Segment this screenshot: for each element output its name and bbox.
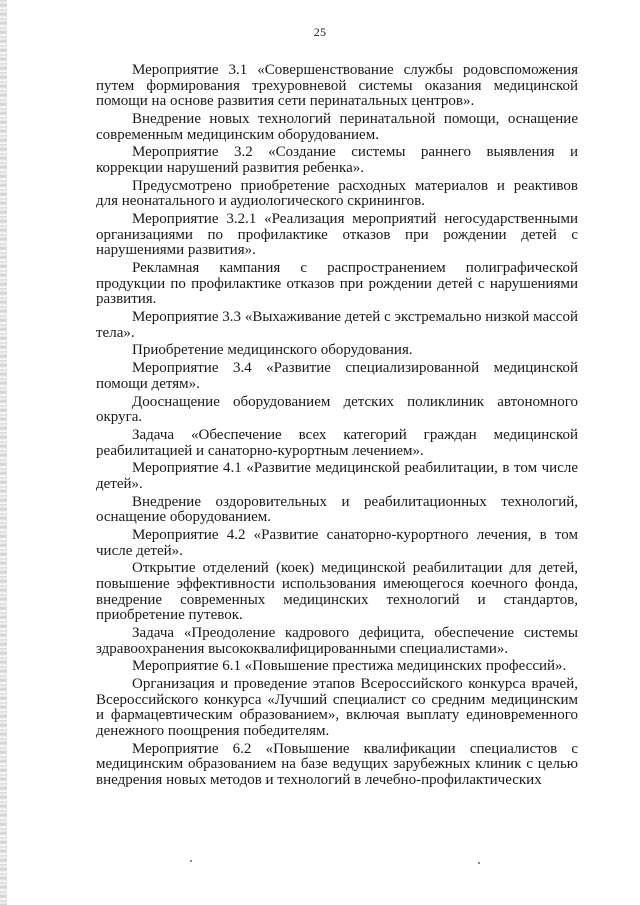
paragraph-measure-3-2-1: Мероприятие 3.2.1 «Реализация мероприятий негосударственными организациями по профилактике отказов при рождении детей с нарушениями развития».: [96, 211, 578, 259]
paragraph-perinatal-tech: Внедрение новых технологий перинатальной помощи, оснащение современным медицинским оборудованием.: [96, 110, 578, 143]
paragraph-task-staffing: Задача «Преодоление кадрового дефицита, обеспечение системы здравоохранения высококвалифицированными специалистами».: [96, 625, 578, 657]
paragraph-measure-3-1: Мероприятие 3.1 «Совершенствование службы родовспоможения путем формирования трехуровневой системы оказания медицинской помощи на основе развития сети перинатальных центров».: [96, 62, 578, 110]
scan-speck: [478, 862, 480, 864]
paragraph-equipment-purchase: Приобретение медицинского оборудования.: [132, 342, 413, 359]
paragraph-measure-3-3: Мероприятие 3.3 «Выхаживание детей с экстремально низкой массой тела».: [96, 309, 578, 341]
paragraph-contest: Организация и проведение этапов Всероссийского конкурса врачей, Всероссийского конкурса «Лучший специалист со средним медицинским и фармацевтическим образованием», включая выплату единовременного денежного поощрения победителям.: [96, 676, 578, 739]
paragraph-screening-materials: Предусмотрено приобретение расходных материалов и реактивов для неонатального и аудиологического скринингов.: [96, 177, 578, 210]
paragraph-rehab-departments: Открытие отделений (коек) медицинской реабилитации для детей, повышение эффективности использования имеющегося коечного фонда, внедрение современных медицинских технологий и стандартов, приобретение путевок.: [96, 560, 578, 624]
paragraph-ad-campaign: Рекламная кампания с распространением полиграфической продукции по профилактике отказов при рождении детей с нарушениями развития.: [96, 260, 578, 308]
page-number: 25: [313, 25, 327, 39]
paragraph-measure-3-2: Мероприятие 3.2 «Создание системы раннего выявления и коррекции нарушений развития ребенка».: [96, 144, 578, 176]
scan-edge: [0, 0, 7, 905]
paragraph-measure-6-2: Мероприятие 6.2 «Повышение квалификации специалистов с медицинским образованием на базе ведущих зарубежных клиник с целью внедрения новых методов и технологий в лечебно-профилактических: [96, 740, 578, 788]
paragraph-measure-4-2: Мероприятие 4.2 «Развитие санаторно-курортного лечения, в том числе детей».: [96, 527, 578, 559]
paragraph-task-rehabilitation: Задача «Обеспечение всех категорий граждан медицинской реабилитацией и санаторно-курортным лечением».: [96, 426, 578, 459]
scan-speck: [190, 860, 192, 862]
paragraph-clinic-equipment: Дооснащение оборудованием детских поликлиник автономного округа.: [96, 393, 578, 426]
paragraph-measure-6-1: Мероприятие 6.1 «Повышение престижа медицинских профессий».: [132, 658, 567, 675]
paragraph-measure-4-1: Мероприятие 4.1 «Развитие медицинской реабилитации, в том числе детей».: [96, 460, 578, 492]
paragraph-measure-3-4: Мероприятие 3.4 «Развитие специализированной медицинской помощи детям».: [96, 360, 578, 392]
document-body: [96, 63, 578, 791]
paragraph-rehab-technologies: Внедрение оздоровительных и реабилитационных технологий, оснащение оборудованием.: [96, 493, 578, 526]
